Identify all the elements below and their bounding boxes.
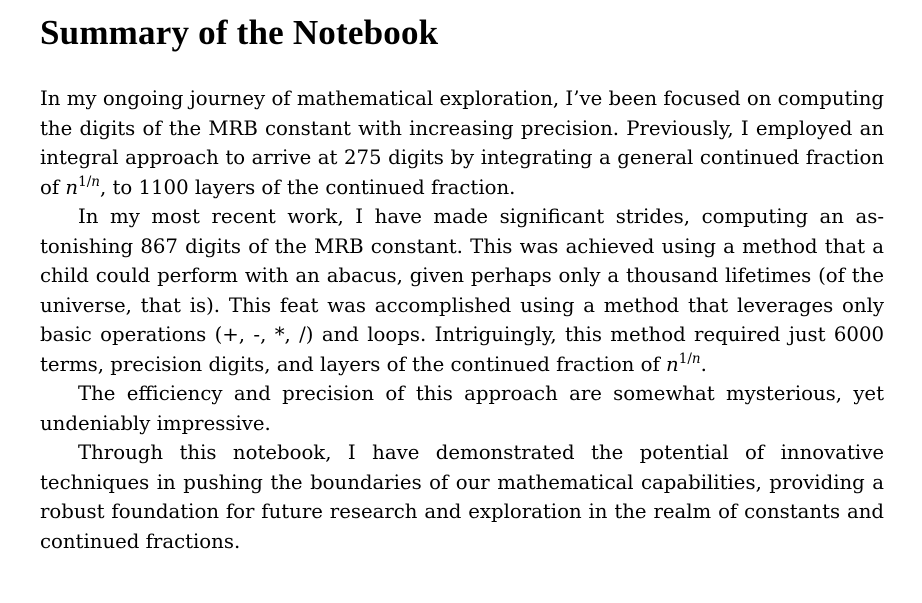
math-exponent-slash: /	[687, 350, 692, 367]
paragraph-1-text-a: In my ongoing journey of mathematical exploration, I’ve been focused on computing the digits of the MRB constant with increasing precision. Previously, I employed an integral approach to arrive at 275 digits by integrating a general continued fraction of	[40, 87, 884, 199]
paragraph-2-text-a: In my most recent work, I have made significant strides, computing an astonishing 867 digits of the MRB constant. This was achieved using a method that a child could perform with an abacus, given perhaps only a thousand lifetimes (of the universe, that is). This feat was accomplished using a method that leverages only basic operations (+, -, *, /) and loops. Intriguingly, this method required just 6000 terms, precision digits, and layers of the continued fraction of	[40, 205, 884, 376]
math-base: n	[666, 352, 679, 376]
math-exponent-numerator: 1	[78, 173, 87, 190]
math-exponent-variable: n	[91, 173, 100, 190]
math-exponent	[679, 351, 701, 367]
paragraph-1	[40, 84, 884, 202]
paragraph-4: Through this notebook, I have demonstrated the potential of innovative techniques in pushing the boundaries of our mathematical capabilities, providing a robust foundation for future research and exploration in the realm of constants and continued fractions.	[40, 441, 884, 553]
math-exponent-variable: n	[691, 350, 701, 367]
math-exponent	[78, 174, 100, 190]
paragraph-2	[40, 202, 884, 379]
section-body	[40, 84, 884, 556]
paragraph-3: The efficiency and precision of this approach are somewhat mysterious, yet undeniably impressive.	[40, 382, 884, 435]
paragraph-1-text-b: , to 1100 layers of the continued fraction.	[99, 175, 516, 199]
document-page	[40, 10, 884, 556]
paragraph-2-text-b: .	[700, 352, 707, 376]
math-base: n	[65, 175, 79, 199]
section-title: Summary of the Notebook	[40, 13, 439, 52]
math-n-root-n	[65, 173, 100, 199]
math-exponent-numerator: 1	[678, 350, 688, 367]
math-n-root-n	[666, 350, 701, 376]
math-exponent-slash: /	[86, 173, 92, 190]
